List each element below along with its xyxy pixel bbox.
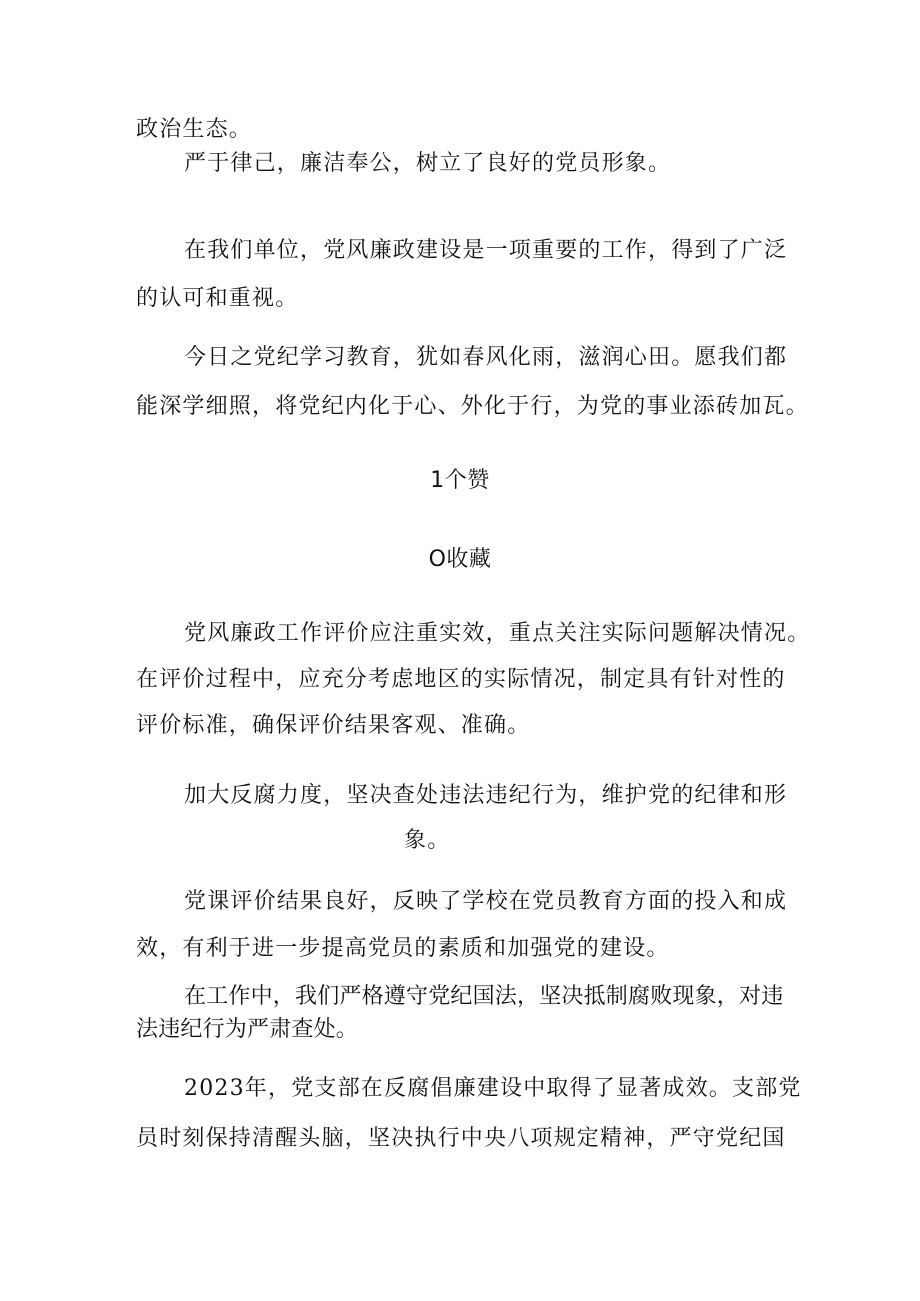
paragraph-line: 员时刻保持清醒头脑，坚决执行中央八项规定精神，严守党纪国	[136, 1126, 786, 1151]
paragraph-line: 政治生态。	[136, 117, 253, 142]
paragraph-line: 能深学细照，将党纪内化于心、外化于行，为党的事业添砖加瓦。	[136, 394, 809, 419]
paragraph-line: 严于律己，廉洁奉公，树立了良好的党员形象。	[184, 151, 672, 176]
paragraph-line: 在工作中，我们严格遵守党纪国法，坚决抵制腐败现象，对违	[184, 984, 784, 1009]
like-count[interactable]: 1个赞	[430, 468, 490, 493]
favorite-button[interactable]: O收藏	[428, 547, 492, 572]
paragraph-line: 的认可和重视。	[136, 286, 299, 311]
paragraph-line: 评价标准，确保评价结果客观、准确。	[136, 713, 531, 738]
paragraph-line: 效，有利于进一步提高党员的素质和加强党的建设。	[136, 936, 670, 961]
paragraph-line: 今日之党纪学习教育，犹如春风化雨，滋润心田。愿我们都	[184, 345, 788, 370]
paragraph-line: 在评价过程中，应充分考虑地区的实际情况，制定具有针对性的	[136, 667, 786, 692]
paragraph-line: 法违纪行为严肃查处。	[136, 1017, 359, 1042]
paragraph-line: 党风廉政工作评价应注重实效，重点关注实际问题解决情况。	[184, 621, 811, 646]
paragraph-line: 在我们单位，党风廉政建设是一项重要的工作，得到了广泛	[184, 238, 788, 263]
paragraph-line: 象。	[404, 828, 451, 853]
paragraph-line: 党课评价结果良好，反映了学校在党员教育方面的投入和成	[184, 889, 788, 914]
paragraph-line: 2023年，党支部在反腐倡廉建设中取得了显著成效。支部党	[184, 1076, 802, 1101]
paragraph-line: 加大反腐力度，坚决查处违法违纪行为，维护党的纪律和形	[184, 783, 788, 808]
